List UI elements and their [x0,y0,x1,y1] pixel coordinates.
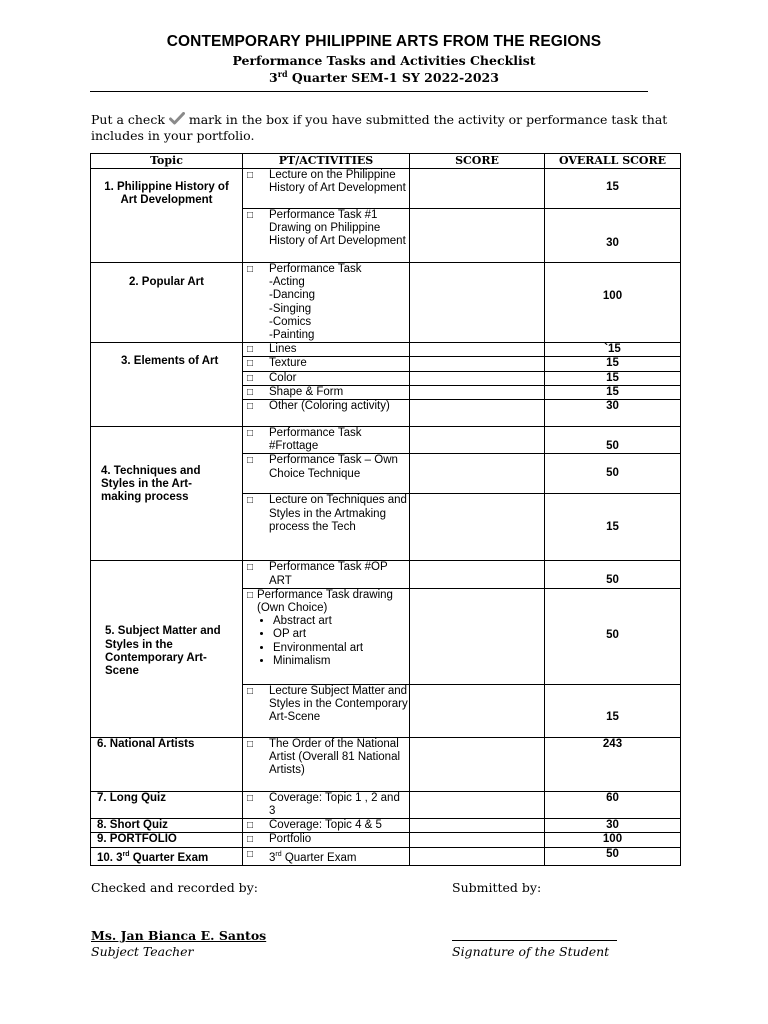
overall-score-cell [545,494,681,561]
activity-cell [243,427,410,454]
activity-cell [243,737,410,791]
activity-line: -Acting [269,276,305,289]
checkbox[interactable]: □ [247,685,254,697]
topic-cell [91,561,243,737]
activity-cell [243,684,410,737]
checkbox[interactable]: □ [247,210,254,221]
activity-label: The Order of the National Artist (Overall 81 National Artists) [269,737,401,777]
activity-label: Performance Task drawing (Own Choice) [257,588,393,615]
activity-line: -Singing [269,302,312,315]
activity-label: Performance Task #Frottage [269,427,362,453]
topic-text: Quarter Exam [129,851,209,864]
overall-score-cell [545,847,681,865]
activity-label: Lecture Subject Matter and Styles in the Contemporary Art-Scene [269,684,408,724]
overall-score: 15 [606,521,619,534]
activity-line: -Dancing [269,289,316,302]
overall-score: 15 [606,710,619,723]
topic-label: 4. Techniques and Styles in the Art-making process [101,465,201,504]
overall-score: 60 [606,791,619,804]
overall-score: 50 [606,440,619,453]
activity-label: Coverage: Topic 4 & 5 [269,819,382,832]
topic-cell [91,847,243,865]
overall-score-cell [545,791,681,818]
checkbox[interactable]: □ [247,344,254,356]
activity-cell [243,494,410,561]
activity-label: Color [269,371,297,384]
student-signature-label: Signature of the Student [452,944,610,959]
topic-label: 6. National Artists [97,737,195,750]
overall-score-cell [545,561,681,588]
document-title: CONTEMPORARY PHILIPPINE ARTS FROM THE REGIONS [166,33,602,50]
score-cell[interactable] [410,588,545,684]
activity-ordinal: rd [275,850,282,858]
activity-number: 3 [269,851,276,864]
checkbox[interactable]: □ [247,264,254,275]
topic-label: 1. Philippine History of Art Development [104,181,229,207]
overall-score: 15 [606,357,619,370]
activity-cell [243,385,410,399]
table-row [91,343,681,357]
score-cell[interactable] [410,494,545,561]
topic-label: 5. Subject Matter and Styles in the Contemporary Art-Scene [105,625,221,678]
checkbox[interactable]: □ [247,820,254,832]
score-cell[interactable] [410,400,545,427]
score-cell[interactable] [410,819,545,833]
activity-cell [243,833,410,847]
overall-score-cell [545,684,681,737]
activity-cell [243,588,410,684]
topic-ordinal: rd [122,850,130,858]
activity-label: Coverage: Topic 1 , 2 and 3 [269,791,400,818]
activity-cell [243,169,410,209]
checked-recorded-label: Checked and recorded by: [91,880,258,895]
quarter-text: Quarter SEM-1 SY 2022-2023 [287,70,499,86]
activity-line: -Comics [269,315,312,328]
activity-cell [243,561,410,588]
checkbox[interactable]: □ [247,358,254,370]
checkbox[interactable]: □ [247,848,254,860]
overall-score: 100 [602,290,623,302]
activity-label: Performance Task #OP ART [269,561,388,587]
checkbox[interactable]: □ [247,738,254,750]
topic-cell [91,791,243,818]
activity-label: Lecture on Techniques and Styles in the Artmaking process the Tech [269,494,407,533]
topic-cell [91,263,243,343]
overall-score-cell [545,819,681,833]
topic-cell [91,737,243,791]
overall-score-cell [545,588,681,684]
overall-score: 50 [606,847,619,860]
topic-label: 3. Elements of Art [121,355,219,368]
score-cell[interactable] [410,427,545,454]
table-row [91,561,681,588]
quarter-number: 3 [269,70,278,86]
checkbox[interactable]: □ [247,495,254,507]
activity-cell [243,209,410,263]
activity-cell [243,791,410,818]
score-cell[interactable] [410,561,545,588]
topic-label: 2. Popular Art [129,276,204,288]
topic-cell [91,427,243,561]
score-cell[interactable] [410,371,545,385]
overall-score: 30 [606,237,619,249]
activity-cell [243,400,410,427]
checkbox[interactable]: □ [247,428,254,440]
activity-cell [243,357,410,371]
activity-label: Texture [269,357,307,370]
header-divider [90,91,648,92]
header-topic: Topic [91,154,243,169]
score-cell[interactable] [410,684,545,737]
instructions [91,112,691,144]
teacher-name: Ms. Jan Bianca E. Santos [91,928,267,943]
overall-score: 50 [606,574,619,587]
topic-label: 7. Long Quiz [97,791,166,804]
score-cell[interactable] [410,847,545,865]
topic-number: 10. 3 [97,851,123,864]
score-cell[interactable] [410,385,545,399]
table-row [91,819,681,833]
activity-label: Shape & Form [269,385,344,398]
activity-label: Lecture on the Philippine History of Art Development [269,169,406,195]
instructions-end: mark in the box if you have submitted the activity or performance task that includes in your portfolio. [91,112,668,143]
header-overall-score: OVERALL SCORE [545,154,681,169]
activity-label: Other (Coloring activity) [269,400,390,413]
overall-score-cell [545,209,681,263]
score-cell[interactable] [410,209,545,263]
activity-line: -Painting [269,329,315,342]
score-cell[interactable] [410,357,545,371]
teacher-role: Subject Teacher [91,944,194,959]
overall-score-cell [545,737,681,791]
table-row [91,263,681,343]
table-row [91,847,681,865]
activity-cell [243,343,410,357]
activity-label [269,263,409,342]
submitted-by-label: Submitted by: [452,880,542,895]
activity-line: Performance Task [269,263,362,275]
overall-score-cell [545,343,681,357]
overall-score-cell [545,427,681,454]
signature-line[interactable] [452,940,617,941]
document-subtitle: Performance Tasks and Activities Checklist [232,53,536,68]
overall-score: 100 [602,833,623,846]
overall-score: 50 [606,628,619,641]
checkbox[interactable]: □ [247,792,254,804]
activity-cell [243,371,410,385]
overall-score: 50 [606,467,619,480]
checkbox[interactable]: □ [247,401,254,413]
table-row [91,833,681,847]
overall-score: 30 [606,819,619,832]
overall-score-cell [545,385,681,399]
checkbox[interactable]: □ [247,562,254,574]
list-item: • Environmental art [273,642,409,655]
table-row [91,791,681,818]
overall-score-cell [545,371,681,385]
header-score: SCORE [410,154,545,169]
checklist-table [90,153,681,866]
table-row [91,737,681,791]
table-row [91,427,681,454]
list-item: • Abstract art [273,615,409,628]
activity-bullet-list [247,615,409,668]
checkbox[interactable]: □ [247,372,254,384]
list-item: • Minimalism [273,655,409,668]
instructions-start: Put a check [91,112,169,127]
topic-label: 9. PORTFOLIO [97,833,177,846]
checkbox[interactable]: □ [247,834,254,846]
score-cell[interactable] [410,263,545,343]
quarter-line [0,69,768,85]
activity-label: Performance Task #1 Drawing on Philippine History of Art Development [269,209,406,248]
activity-cell [243,454,410,494]
topic-cell [91,169,243,263]
table-row [91,169,681,209]
score-cell[interactable] [410,833,545,847]
activity-text: Quarter Exam [281,851,357,864]
header-activities: PT/ACTIVITIES [243,154,410,169]
quarter-ordinal: rd [277,69,288,79]
topic-cell [91,833,243,847]
checkbox[interactable]: □ [247,589,254,601]
activity-label: Performance Task – Own Choice Technique [269,454,398,480]
overall-score: `15 [604,343,621,356]
list-item: • OP art [273,628,409,641]
score-cell[interactable] [410,169,545,209]
topic-label [97,848,242,865]
topic-cell [91,819,243,833]
activity-cell [243,819,410,833]
checkbox[interactable]: □ [247,386,254,398]
overall-score: 15 [606,371,619,384]
checkbox[interactable]: □ [247,455,254,467]
activity-cell [243,263,410,343]
score-cell[interactable] [410,737,545,791]
table-header-row [91,154,681,169]
score-cell[interactable] [410,454,545,494]
topic-cell [91,343,243,427]
overall-score: 15 [606,385,619,398]
checkmark-icon [169,112,185,125]
overall-score-cell [545,169,681,209]
overall-score: 30 [606,400,619,413]
score-cell[interactable] [410,791,545,818]
topic-label: 8. Short Quiz [97,819,168,832]
overall-score: 15 [606,181,619,193]
overall-score-cell [545,357,681,371]
activity-label: Lines [269,343,297,356]
overall-score: 243 [602,737,623,750]
score-cell[interactable] [410,343,545,357]
activity-label [269,848,409,865]
checkbox[interactable]: □ [247,170,254,181]
overall-score-cell [545,454,681,494]
overall-score-cell [545,833,681,847]
overall-score-cell [545,263,681,343]
activity-label: Portfolio [269,833,312,846]
overall-score-cell [545,400,681,427]
activity-cell [243,847,410,865]
